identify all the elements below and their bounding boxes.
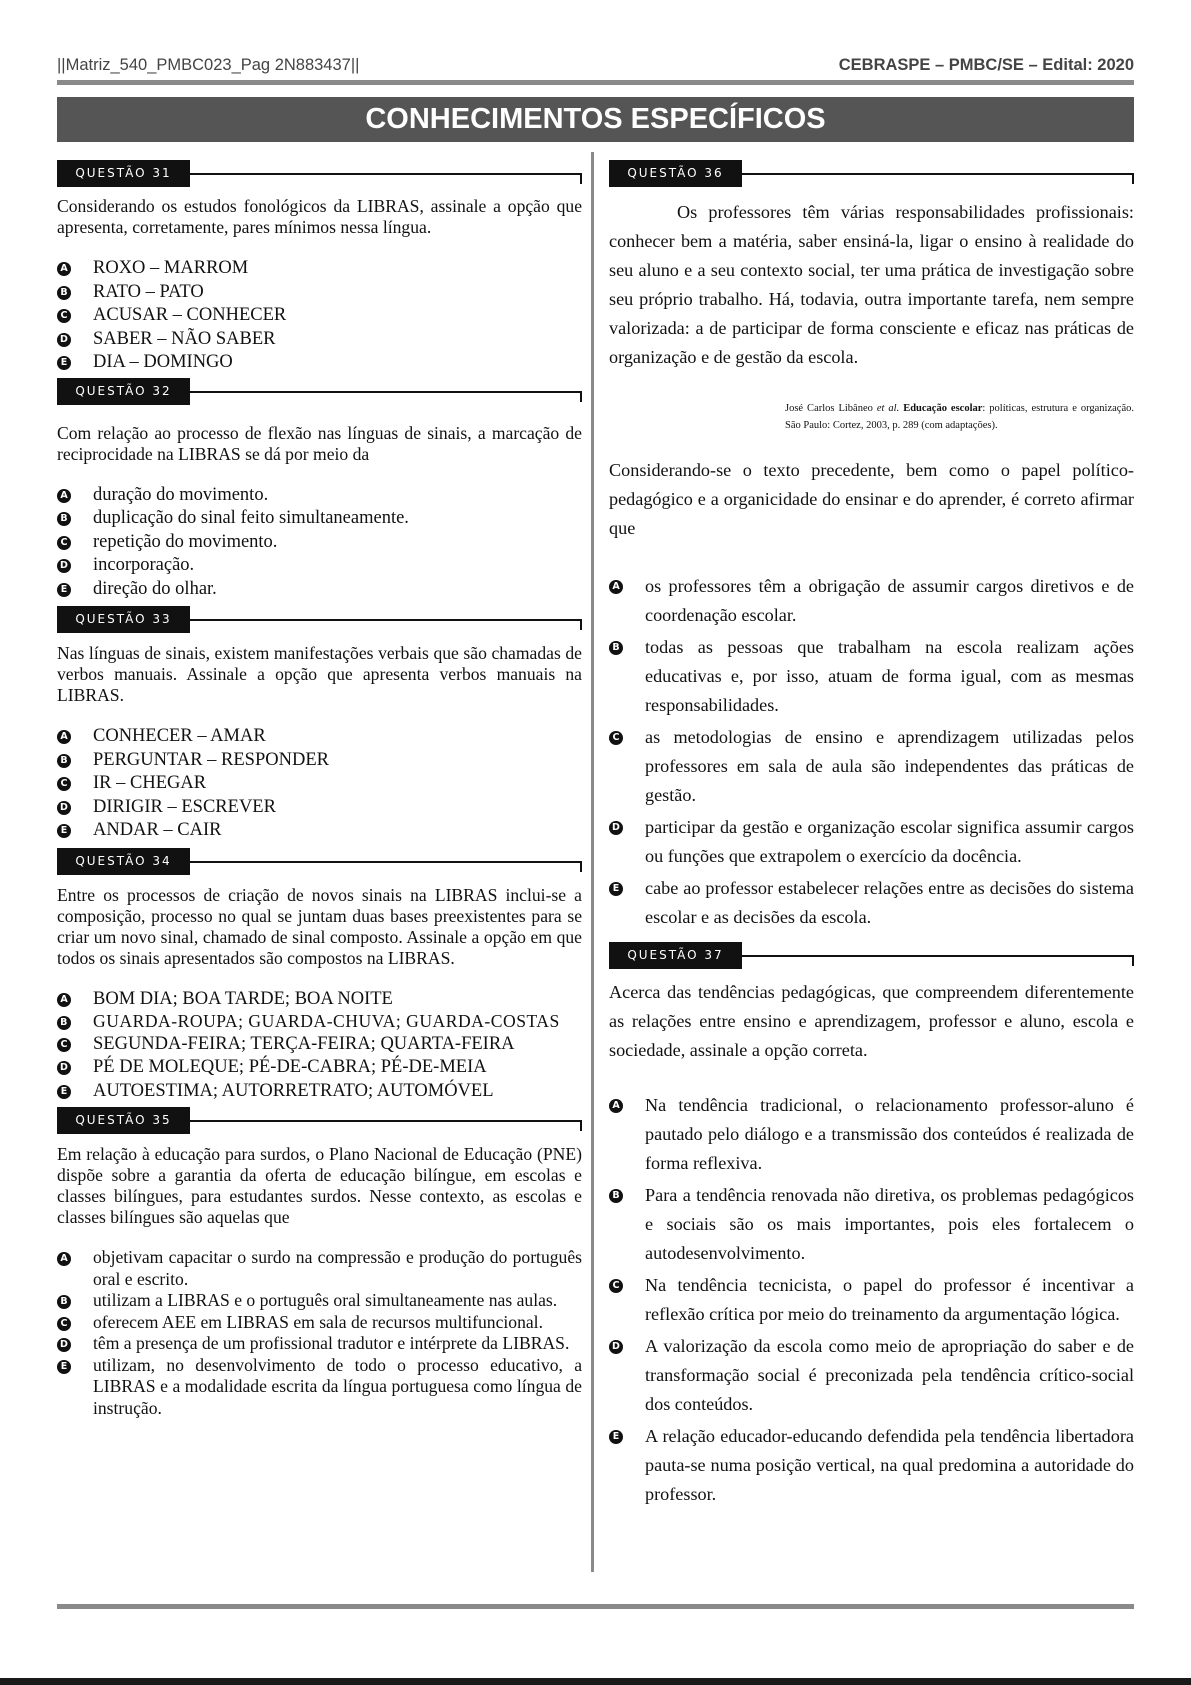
option-text: A valorização da escola como meio de apropriação do saber e de transformação social é preconizada pela tendência crítico-social dos conteúdos. (645, 1336, 1134, 1414)
option-letter-a-icon: A (57, 730, 71, 744)
option-d[interactable] (57, 796, 582, 820)
question-37 (609, 942, 1134, 1509)
option-letter-c-icon: C (57, 1038, 71, 1052)
option-letter-a-icon: A (609, 580, 623, 594)
option-text: oferecem AEE em LIBRAS em sala de recursos multifuncional. (93, 1311, 543, 1332)
option-text: BOM DIA; BOA TARDE; BOA NOITE (93, 988, 393, 1009)
option-e[interactable] (57, 1355, 582, 1420)
option-a[interactable] (57, 257, 582, 281)
option-text: Na tendência tradicional, o relacionamento professor-aluno é pautado pelo diálogo e a transmissão dos conteúdos é realizada de forma reflexiva. (645, 1095, 1134, 1173)
header-exam-code: ||Matriz_540_PMBC023_Pag 2N883437|| (57, 56, 360, 74)
option-text: DIA – DOMINGO (93, 352, 233, 372)
option-text: SABER – NÃO SABER (93, 328, 276, 349)
option-letter-c-icon: C (57, 536, 71, 550)
question-32 (57, 378, 582, 602)
header-tick (1132, 955, 1134, 966)
option-letter-b-icon: B (57, 1295, 71, 1309)
option-text: CONHECER – AMAR (93, 726, 266, 746)
header-line (190, 173, 582, 175)
footer-rule (57, 1604, 1134, 1609)
header-tick (580, 173, 582, 184)
option-b[interactable] (57, 281, 582, 305)
option-text: Para a tendência renovada não diretiva, os problemas pedagógicos e sociais são os mais importantes, pois eles fortalecem o autodesenvolvimento. (645, 1185, 1134, 1263)
question-31 (57, 160, 582, 375)
option-b[interactable] (609, 1181, 1134, 1268)
option-a[interactable] (609, 572, 1134, 630)
option-text: utilizam, no desenvolvimento de todo o processo educativo, a LIBRAS e a modalidade escrita da língua portuguesa como língua de instrução. (93, 1354, 582, 1418)
option-text: IR – CHEGAR (93, 773, 207, 793)
question-tag: QUESTÃO 32 (57, 378, 190, 405)
option-d[interactable] (57, 1333, 582, 1355)
question-header (57, 378, 582, 405)
question-34 (57, 848, 582, 1104)
option-letter-a-icon: A (57, 1252, 71, 1266)
question-35 (57, 1107, 582, 1419)
option-letter-a-icon: A (57, 489, 71, 503)
option-letter-e-icon: E (57, 1360, 71, 1374)
option-text: DIRIGIR – ESCREVER (93, 796, 276, 817)
option-text: os professores têm a obrigação de assumir cargos diretivos e de coordenação escolar. (645, 576, 1134, 625)
option-text: duração do movimento. (93, 484, 269, 505)
right-column (609, 160, 1134, 1509)
option-letter-e-icon: E (57, 583, 71, 597)
option-text: objetivam capacitar o surdo na compressão e produção do português oral e escrito. (93, 1247, 582, 1289)
citation (785, 400, 1134, 434)
options-list (57, 988, 582, 1104)
header-tick (1132, 173, 1134, 184)
question-stem: Considerando os estudos fonológicos da LIBRAS, assinale a opção que apresenta, corretamente, pares mínimos nessa língua. (57, 196, 582, 237)
header-line (190, 861, 582, 863)
option-letter-b-icon: B (57, 754, 71, 768)
option-d[interactable] (57, 554, 582, 578)
options-list (57, 1247, 582, 1419)
option-c[interactable] (57, 1312, 582, 1334)
question-stem: Nas línguas de sinais, existem manifestações verbais que são chamadas de verbos manuais. Assinale a opção que apresenta verbos manuais na LIBRAS. (57, 643, 582, 705)
header-line (190, 619, 582, 621)
option-e[interactable] (57, 351, 582, 375)
support-text: Os professores têm várias responsabilidades profissionais: conhecer bem a matéria, saber ensiná-la, ligar o ensino à realidade do seu aluno e a seu contexto social, ter uma prática de investigação sobre seu próprio trabalho. Há, todavia, outra importante tarefa, nem sempre valorizada: a de participar de forma consciente e eficaz nas práticas de organização e de gestão da escola. (609, 202, 1134, 367)
option-letter-b-icon: B (57, 512, 71, 526)
question-tag: QUESTÃO 37 (609, 942, 742, 969)
question-header (609, 942, 1134, 969)
option-a[interactable] (57, 484, 582, 508)
option-e[interactable] (609, 1422, 1134, 1509)
question-tag: QUESTÃO 36 (609, 160, 742, 187)
header-tick (580, 861, 582, 872)
option-d[interactable] (609, 813, 1134, 871)
question-stem: Acerca das tendências pedagógicas, que compreendem diferentemente as relações entre ensino e aprendizagem, professor e aluno, escola e sociedade, assinale a opção correta. (609, 982, 1134, 1060)
option-letter-e-icon: E (57, 1085, 71, 1099)
option-a[interactable] (57, 1247, 582, 1290)
option-letter-b-icon: B (609, 641, 623, 655)
column-divider (591, 152, 594, 1572)
section-banner: CONHECIMENTOS ESPECÍFICOS (57, 97, 1134, 142)
option-letter-d-icon: D (57, 801, 71, 815)
header-line (742, 955, 1134, 957)
option-c[interactable] (57, 531, 582, 555)
option-text: repetição do movimento. (93, 531, 278, 552)
option-text: todas as pessoas que trabalham na escola realizam ações educativas e, por isso, atuam de forma igual, com as mesmas responsabilidades. (645, 637, 1134, 715)
question-stem: Com relação ao processo de flexão nas línguas de sinais, a marcação de reciprocidade na LIBRAS se dá por meio da (57, 422, 582, 464)
option-letter-d-icon: D (57, 333, 71, 347)
option-letter-a-icon: A (57, 993, 71, 1007)
question-tag: QUESTÃO 34 (57, 848, 190, 875)
header-tick (580, 619, 582, 630)
option-d[interactable] (57, 328, 582, 352)
option-text: Na tendência tecnicista, o papel do professor é incentivar a reflexão crítica por meio do treinamento da argumentação lógica. (645, 1275, 1134, 1324)
options-list (57, 725, 582, 843)
citation-title: Educação escolar (903, 403, 983, 414)
header-tick (580, 391, 582, 402)
option-letter-e-icon: E (57, 824, 71, 838)
option-letter-e-icon: E (609, 1430, 623, 1444)
option-c[interactable] (609, 1271, 1134, 1329)
option-e[interactable] (57, 819, 582, 843)
question-tag: QUESTÃO 33 (57, 606, 190, 633)
option-a[interactable] (57, 988, 582, 1012)
citation-author: José Carlos Libâneo (785, 403, 873, 414)
option-letter-d-icon: D (57, 559, 71, 573)
header-line (190, 391, 582, 393)
option-b[interactable] (57, 507, 582, 531)
option-text: utilizam a LIBRAS e o português oral simultaneamente nas aulas. (93, 1290, 558, 1310)
options-list (609, 1091, 1134, 1509)
option-text: A relação educador-educando defendida pela tendência libertadora pauta-se numa posição vertical, na qual predomina a autoridade do professor. (645, 1426, 1134, 1504)
options-list (57, 484, 582, 602)
question-header (57, 848, 582, 875)
option-text: ANDAR – CAIR (93, 820, 222, 840)
option-text: direção do olhar. (93, 578, 217, 599)
option-text: têm a presença de um profissional tradutor e intérprete da LIBRAS. (93, 1333, 570, 1353)
option-d[interactable] (57, 1056, 582, 1080)
question-33 (57, 606, 582, 843)
option-e[interactable] (609, 874, 1134, 932)
option-letter-c-icon: C (57, 777, 71, 791)
header-line (742, 173, 1134, 175)
page-bottom-edge (0, 1678, 1191, 1685)
option-text: PÉ DE MOLEQUE; PÉ-DE-CABRA; PÉ-DE-MEIA (93, 1057, 487, 1077)
option-a[interactable] (609, 1091, 1134, 1178)
option-e[interactable] (57, 578, 582, 602)
option-letter-c-icon: C (609, 1279, 623, 1293)
citation-rest: : políticas, estrutura e organização. São Paulo: Cortez, 2003, p. 289 (com adaptações). (785, 403, 1134, 431)
question-36 (609, 160, 1134, 932)
question-tag: QUESTÃO 31 (57, 160, 190, 187)
question-stem: Considerando-se o texto precedente, bem como o papel político-pedagógico e a organicidade do ensinar e do aprender, é correto afirmar que (609, 460, 1134, 538)
option-c[interactable] (57, 304, 582, 328)
option-c[interactable] (57, 1033, 582, 1057)
option-text: ACUSAR – CONHECER (93, 305, 287, 325)
question-header (57, 160, 582, 187)
option-text: as metodologias de ensino e aprendizagem utilizadas pelos professores em sala de aula são independentes das práticas de gestão. (645, 727, 1134, 805)
option-letter-b-icon: B (609, 1189, 623, 1203)
option-b[interactable] (57, 1290, 582, 1312)
option-letter-a-icon: A (609, 1099, 623, 1113)
option-letter-a-icon: A (57, 262, 71, 276)
option-letter-c-icon: C (609, 731, 623, 745)
option-letter-b-icon: B (57, 1016, 71, 1030)
option-text: ROXO – MARROM (93, 258, 249, 278)
question-header (609, 160, 1134, 187)
option-text: participar da gestão e organização escolar significa assumir cargos ou funções que extrapolem o exercício da docência. (645, 817, 1134, 866)
option-letter-c-icon: C (57, 1317, 71, 1331)
option-text: cabe ao professor estabelecer relações entre as decisões do sistema escolar e as decisões da escola. (645, 878, 1134, 927)
option-letter-d-icon: D (609, 1340, 623, 1354)
option-text: incorporação. (93, 555, 195, 575)
option-letter-d-icon: D (609, 821, 623, 835)
option-text: AUTOESTIMA; AUTORRETRATO; AUTOMÓVEL (93, 1080, 494, 1101)
option-b[interactable] (57, 749, 582, 773)
left-column (57, 160, 582, 1419)
option-letter-c-icon: C (57, 309, 71, 323)
question-header (57, 1107, 582, 1134)
header-line (190, 1120, 582, 1122)
option-b[interactable] (57, 1011, 582, 1033)
header-rule (57, 80, 1134, 85)
header-tick (580, 1120, 582, 1131)
question-header (57, 606, 582, 633)
question-tag: QUESTÃO 35 (57, 1107, 190, 1134)
option-c[interactable] (609, 723, 1134, 810)
option-letter-e-icon: E (609, 882, 623, 896)
option-letter-e-icon: E (57, 356, 71, 370)
citation-etal: et al. (876, 403, 900, 414)
option-text: RATO – PATO (93, 281, 204, 302)
question-stem: Em relação à educação para surdos, o Plano Nacional de Educação (PNE) dispõe sobre a garantia da oferta de educação bilíngue, em escolas e classes bilíngues, para estudantes surdos. Nesse contexto, as escolas e classes bilíngues são aquelas que (57, 1144, 582, 1227)
option-text: SEGUNDA-FEIRA; TERÇA-FEIRA; QUARTA-FEIRA (93, 1033, 515, 1054)
option-text: GUARDA-ROUPA; GUARDA-CHUVA; GUARDA-COSTAS (93, 1011, 560, 1031)
option-c[interactable] (57, 772, 582, 796)
option-letter-b-icon: B (57, 286, 71, 300)
options-list (57, 257, 582, 375)
question-stem: Entre os processos de criação de novos sinais na LIBRAS inclui-se a composição, processo no qual se juntam duas bases preexistentes para se criar um novo sinal, chamado de sinal composto. Assinale a opção em que todos os sinais apresentados são compostos na LIBRAS. (57, 884, 582, 968)
options-list (609, 572, 1134, 932)
header-exam-title: CEBRASPE – PMBC/SE – Edital: 2020 (838, 56, 1134, 74)
option-letter-d-icon: D (57, 1061, 71, 1075)
option-a[interactable] (57, 725, 582, 749)
option-text: duplicação do sinal feito simultaneamente. (93, 508, 409, 528)
option-d[interactable] (609, 1332, 1134, 1419)
option-e[interactable] (57, 1080, 582, 1104)
option-letter-d-icon: D (57, 1338, 71, 1352)
option-text: PERGUNTAR – RESPONDER (93, 749, 329, 770)
option-b[interactable] (609, 633, 1134, 720)
